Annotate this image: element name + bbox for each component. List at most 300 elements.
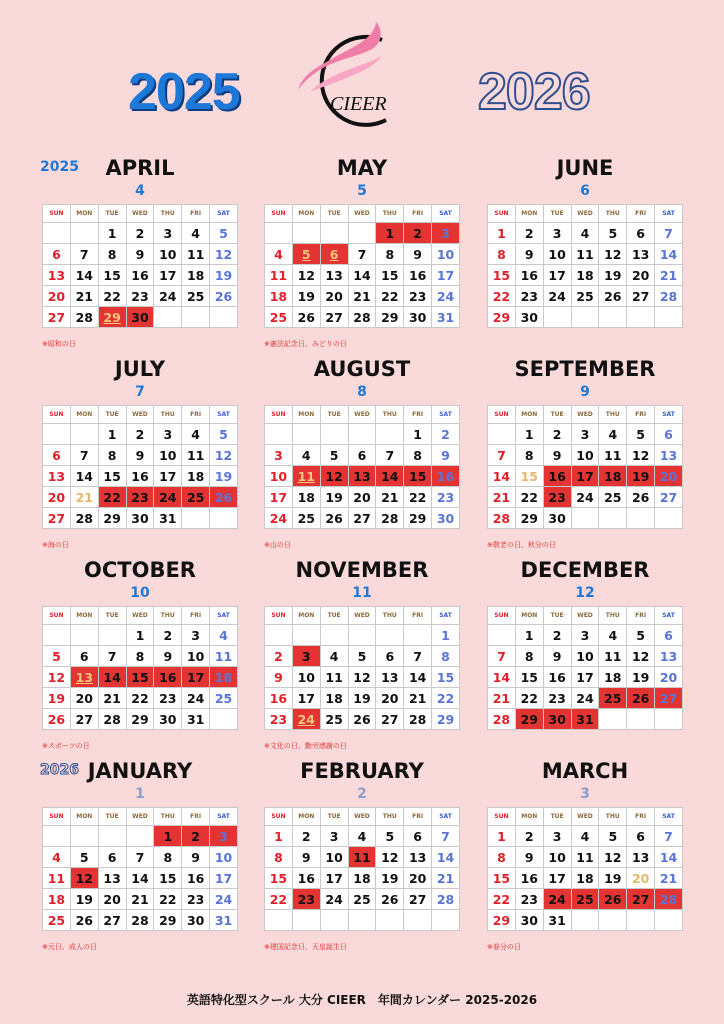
weekday-header: WED [348,406,376,424]
day-cell: 22 [154,889,182,910]
day-cell: 1 [265,826,293,847]
day-cell: 14 [98,667,126,688]
day-cell: 1 [404,424,432,445]
day-cell: 19 [210,466,238,487]
day-cell: 24 [543,286,571,307]
day-cell [265,625,293,646]
day-cell [154,307,182,328]
weekday-header: WED [348,607,376,625]
day-cell: 14 [432,847,460,868]
day-cell: 26 [43,709,71,730]
day-cell: 27 [348,508,376,529]
day-cell: 7 [348,244,376,265]
day-cell: 25 [292,508,320,529]
day-cell: 30 [515,307,543,328]
day-cell: 31 [432,307,460,328]
day-cell [43,625,71,646]
day-cell: 17 [210,868,238,889]
day-cell [571,307,599,328]
day-cell: 21 [404,688,432,709]
weekday-header: SAT [210,205,238,223]
day-cell: 12 [43,667,71,688]
day-cell: 24 [543,889,571,910]
day-cell: 23 [543,487,571,508]
day-cell: 2 [292,826,320,847]
day-cell: 28 [432,889,460,910]
day-cell: 6 [655,625,683,646]
day-cell: 2 [432,424,460,445]
day-cell [599,910,627,931]
day-cell: 4 [265,244,293,265]
weekday-header: SAT [210,808,238,826]
day-cell: 14 [126,868,154,889]
day-cell: 24 [154,286,182,307]
day-cell: 9 [126,244,154,265]
holiday-note: ※元日、成人の日 [42,943,97,951]
day-cell: 21 [126,889,154,910]
holiday-note: ※建国記念日、天皇誕生日 [264,943,347,951]
day-cell: 4 [571,826,599,847]
day-cell: 23 [543,688,571,709]
holiday-note: ※昭和の日 [42,340,76,348]
day-cell: 15 [376,265,404,286]
day-cell: 6 [627,223,655,244]
day-cell: 22 [515,688,543,709]
month-number: 6 [580,183,590,199]
weekday-header: THU [154,406,182,424]
day-cell: 12 [599,244,627,265]
day-cell: 10 [571,646,599,667]
day-cell: 22 [488,286,516,307]
day-cell: 8 [376,244,404,265]
day-cell: 27 [43,508,71,529]
day-cell: 30 [543,508,571,529]
weekday-header: MON [70,205,98,223]
day-cell: 17 [543,868,571,889]
day-cell: 24 [571,688,599,709]
weekday-header: THU [599,406,627,424]
day-cell: 29 [515,508,543,529]
day-cell: 13 [43,265,71,286]
day-cell: 19 [70,889,98,910]
day-cell: 18 [43,889,71,910]
weekday-header: TUE [98,205,126,223]
day-cell [98,826,126,847]
day-cell: 27 [404,889,432,910]
day-cell: 1 [126,625,154,646]
day-cell: 26 [627,688,655,709]
day-cell: 10 [210,847,238,868]
day-cell: 12 [348,667,376,688]
day-cell [655,508,683,529]
month-table [487,807,683,931]
weekday-header: TUE [98,808,126,826]
day-cell: 3 [543,826,571,847]
month-table [264,204,460,328]
day-cell: 13 [627,244,655,265]
weekday-header: SAT [432,406,460,424]
day-cell: 29 [515,709,543,730]
day-cell: 15 [515,466,543,487]
day-cell: 29 [126,709,154,730]
day-cell: 4 [348,826,376,847]
day-cell: 18 [599,667,627,688]
day-cell: 11 [571,847,599,868]
day-cell: 28 [70,307,98,328]
day-cell: 3 [571,625,599,646]
month-table [487,606,683,730]
day-cell: 24 [154,487,182,508]
month-number: 5 [357,183,367,199]
day-cell: 18 [571,265,599,286]
day-cell: 16 [515,265,543,286]
day-cell: 15 [432,667,460,688]
day-cell: 3 [154,424,182,445]
day-cell: 1 [515,424,543,445]
month-table [487,405,683,529]
day-cell: 5 [599,826,627,847]
day-cell: 12 [292,265,320,286]
day-cell: 28 [126,910,154,931]
day-cell: 14 [376,466,404,487]
day-cell: 3 [292,646,320,667]
month-name: NOVEMBER [295,558,429,582]
day-cell [376,910,404,931]
day-cell: 6 [404,826,432,847]
day-cell: 16 [182,868,210,889]
day-cell [98,625,126,646]
day-cell: 5 [70,847,98,868]
holiday-note: ※春分の日 [487,943,521,951]
day-cell: 29 [376,307,404,328]
day-cell: 24 [320,889,348,910]
day-cell: 21 [376,487,404,508]
day-cell: 3 [210,826,238,847]
day-cell: 5 [376,826,404,847]
day-cell: 4 [43,847,71,868]
day-cell: 22 [432,688,460,709]
day-cell: 2 [265,646,293,667]
day-cell: 20 [70,688,98,709]
day-cell: 30 [515,910,543,931]
day-cell: 24 [432,286,460,307]
weekday-header: TUE [543,406,571,424]
day-cell: 29 [488,307,516,328]
weekday-header: FRI [627,607,655,625]
day-cell: 17 [571,667,599,688]
day-cell: 5 [627,424,655,445]
logo-text: CIEER [330,93,387,115]
day-cell: 18 [571,868,599,889]
day-cell: 31 [182,709,210,730]
day-cell: 26 [210,487,238,508]
day-cell: 30 [126,307,154,328]
weekday-header: WED [571,607,599,625]
day-cell: 3 [432,223,460,244]
weekday-header: SUN [43,607,71,625]
day-cell [182,508,210,529]
day-cell: 25 [265,307,293,328]
day-cell [70,625,98,646]
day-cell: 10 [543,244,571,265]
day-cell: 5 [320,445,348,466]
day-cell: 3 [543,223,571,244]
day-cell [43,223,71,244]
day-cell: 17 [320,868,348,889]
day-cell: 3 [571,424,599,445]
day-cell: 2 [543,424,571,445]
month-name: DECEMBER [520,558,650,582]
day-cell: 21 [488,487,516,508]
day-cell: 13 [320,265,348,286]
day-cell: 8 [98,445,126,466]
day-cell: 21 [655,868,683,889]
month-name: FEBRUARY [300,759,424,783]
day-cell: 16 [432,466,460,487]
day-cell: 30 [432,508,460,529]
day-cell [404,910,432,931]
month-number: 9 [580,384,590,400]
day-cell: 5 [210,424,238,445]
day-cell: 7 [432,826,460,847]
day-cell [43,424,71,445]
day-cell: 10 [292,667,320,688]
day-cell: 12 [627,646,655,667]
weekday-header: SUN [265,205,293,223]
day-cell: 29 [488,910,516,931]
day-cell: 26 [599,889,627,910]
day-cell: 2 [515,223,543,244]
day-cell: 9 [543,646,571,667]
month-table [42,405,238,529]
day-cell: 9 [543,445,571,466]
day-cell: 9 [154,646,182,667]
day-cell: 1 [432,625,460,646]
day-cell: 22 [265,889,293,910]
day-cell: 5 [599,223,627,244]
weekday-header: SUN [43,205,71,223]
day-cell: 12 [376,847,404,868]
month-number: 2 [357,786,367,802]
month-table [42,204,238,328]
day-cell: 13 [627,847,655,868]
day-cell [70,223,98,244]
weekday-header: SAT [655,607,683,625]
weekday-header: TUE [320,808,348,826]
day-cell: 8 [488,847,516,868]
weekday-header: FRI [404,808,432,826]
weekday-header: SAT [432,205,460,223]
day-cell: 2 [154,625,182,646]
weekday-header: THU [376,607,404,625]
day-cell: 17 [432,265,460,286]
day-cell: 17 [154,466,182,487]
day-cell: 29 [98,307,126,328]
day-cell: 8 [126,646,154,667]
day-cell: 9 [432,445,460,466]
day-cell: 5 [210,223,238,244]
day-cell: 18 [182,265,210,286]
weekday-header: WED [126,406,154,424]
day-cell: 15 [265,868,293,889]
day-cell: 29 [154,910,182,931]
weekday-header: THU [599,808,627,826]
day-cell: 20 [43,286,71,307]
day-cell: 19 [599,868,627,889]
day-cell: 14 [488,466,516,487]
day-cell: 31 [210,910,238,931]
month-number: 8 [357,384,367,400]
month-number: 1 [135,786,145,802]
day-cell: 7 [376,445,404,466]
day-cell: 22 [98,286,126,307]
weekday-header: MON [292,205,320,223]
day-cell: 20 [627,868,655,889]
weekday-header: MON [70,406,98,424]
day-cell: 11 [292,466,320,487]
day-cell: 6 [376,646,404,667]
day-cell: 28 [488,508,516,529]
day-cell [320,424,348,445]
weekday-header: MON [70,808,98,826]
weekday-header: SAT [210,607,238,625]
day-cell [376,625,404,646]
weekday-header: TUE [543,607,571,625]
day-cell: 22 [98,487,126,508]
day-cell: 10 [571,445,599,466]
day-cell: 11 [182,445,210,466]
weekday-header: FRI [182,406,210,424]
day-cell: 25 [571,286,599,307]
weekday-header: MON [515,808,543,826]
day-cell: 27 [70,709,98,730]
day-cell: 8 [432,646,460,667]
weekday-header: FRI [627,406,655,424]
holiday-note: ※文化の日、勤労感謝の日 [264,742,347,750]
weekday-header: MON [292,808,320,826]
weekday-header: TUE [320,406,348,424]
month-table [42,606,238,730]
day-cell: 25 [182,286,210,307]
month-table [264,606,460,730]
day-cell: 16 [126,265,154,286]
weekday-header: SUN [265,607,293,625]
day-cell: 7 [126,847,154,868]
day-cell [348,424,376,445]
day-cell: 21 [488,688,516,709]
day-cell: 25 [571,889,599,910]
day-cell: 25 [599,487,627,508]
day-cell [292,625,320,646]
day-cell: 11 [210,646,238,667]
day-cell: 11 [599,646,627,667]
weekday-header: FRI [404,205,432,223]
day-cell: 28 [348,307,376,328]
day-cell: 11 [599,445,627,466]
day-cell: 25 [182,487,210,508]
day-cell: 8 [404,445,432,466]
weekday-header: SUN [488,808,516,826]
day-cell [571,910,599,931]
day-cell: 2 [126,223,154,244]
day-cell: 21 [70,487,98,508]
weekday-header: TUE [543,808,571,826]
weekday-header: TUE [320,607,348,625]
day-cell: 15 [98,466,126,487]
day-cell: 12 [210,244,238,265]
weekday-header: TUE [98,607,126,625]
day-cell [627,508,655,529]
day-cell: 13 [348,466,376,487]
day-cell: 10 [182,646,210,667]
day-cell: 1 [98,223,126,244]
day-cell: 20 [320,286,348,307]
day-cell [265,424,293,445]
day-cell: 23 [292,889,320,910]
day-cell: 27 [320,307,348,328]
day-cell: 8 [515,646,543,667]
day-cell: 18 [320,688,348,709]
day-cell: 21 [348,286,376,307]
year-2025: 2025 [128,63,240,121]
weekday-header: SAT [655,808,683,826]
day-cell: 4 [210,625,238,646]
day-cell: 9 [292,847,320,868]
weekday-header: THU [154,205,182,223]
day-cell: 2 [182,826,210,847]
day-cell [376,424,404,445]
day-cell: 31 [543,910,571,931]
day-cell: 21 [98,688,126,709]
day-cell: 25 [320,709,348,730]
day-cell [627,910,655,931]
day-cell: 28 [70,508,98,529]
day-cell: 21 [432,868,460,889]
day-cell: 31 [154,508,182,529]
day-cell: 18 [210,667,238,688]
day-cell [292,910,320,931]
weekday-header: FRI [182,205,210,223]
day-cell: 9 [182,847,210,868]
day-cell: 28 [655,286,683,307]
day-cell: 1 [98,424,126,445]
day-cell: 27 [98,910,126,931]
weekday-header: TUE [320,205,348,223]
day-cell: 2 [126,424,154,445]
day-cell [627,307,655,328]
month-number: 3 [580,786,590,802]
day-cell: 20 [627,265,655,286]
day-cell: 30 [543,709,571,730]
day-cell: 29 [98,508,126,529]
day-cell: 19 [599,265,627,286]
day-cell: 17 [543,265,571,286]
day-cell: 17 [265,487,293,508]
weekday-header: SAT [655,205,683,223]
day-cell: 27 [627,286,655,307]
day-cell: 20 [348,487,376,508]
day-cell: 24 [182,688,210,709]
day-cell: 30 [182,910,210,931]
day-cell: 14 [70,265,98,286]
day-cell [404,625,432,646]
month-name: AUGUST [313,357,411,381]
day-cell: 18 [292,487,320,508]
day-cell: 26 [292,307,320,328]
day-cell: 11 [182,244,210,265]
month-table [264,807,460,931]
cieer-logo [290,20,430,130]
